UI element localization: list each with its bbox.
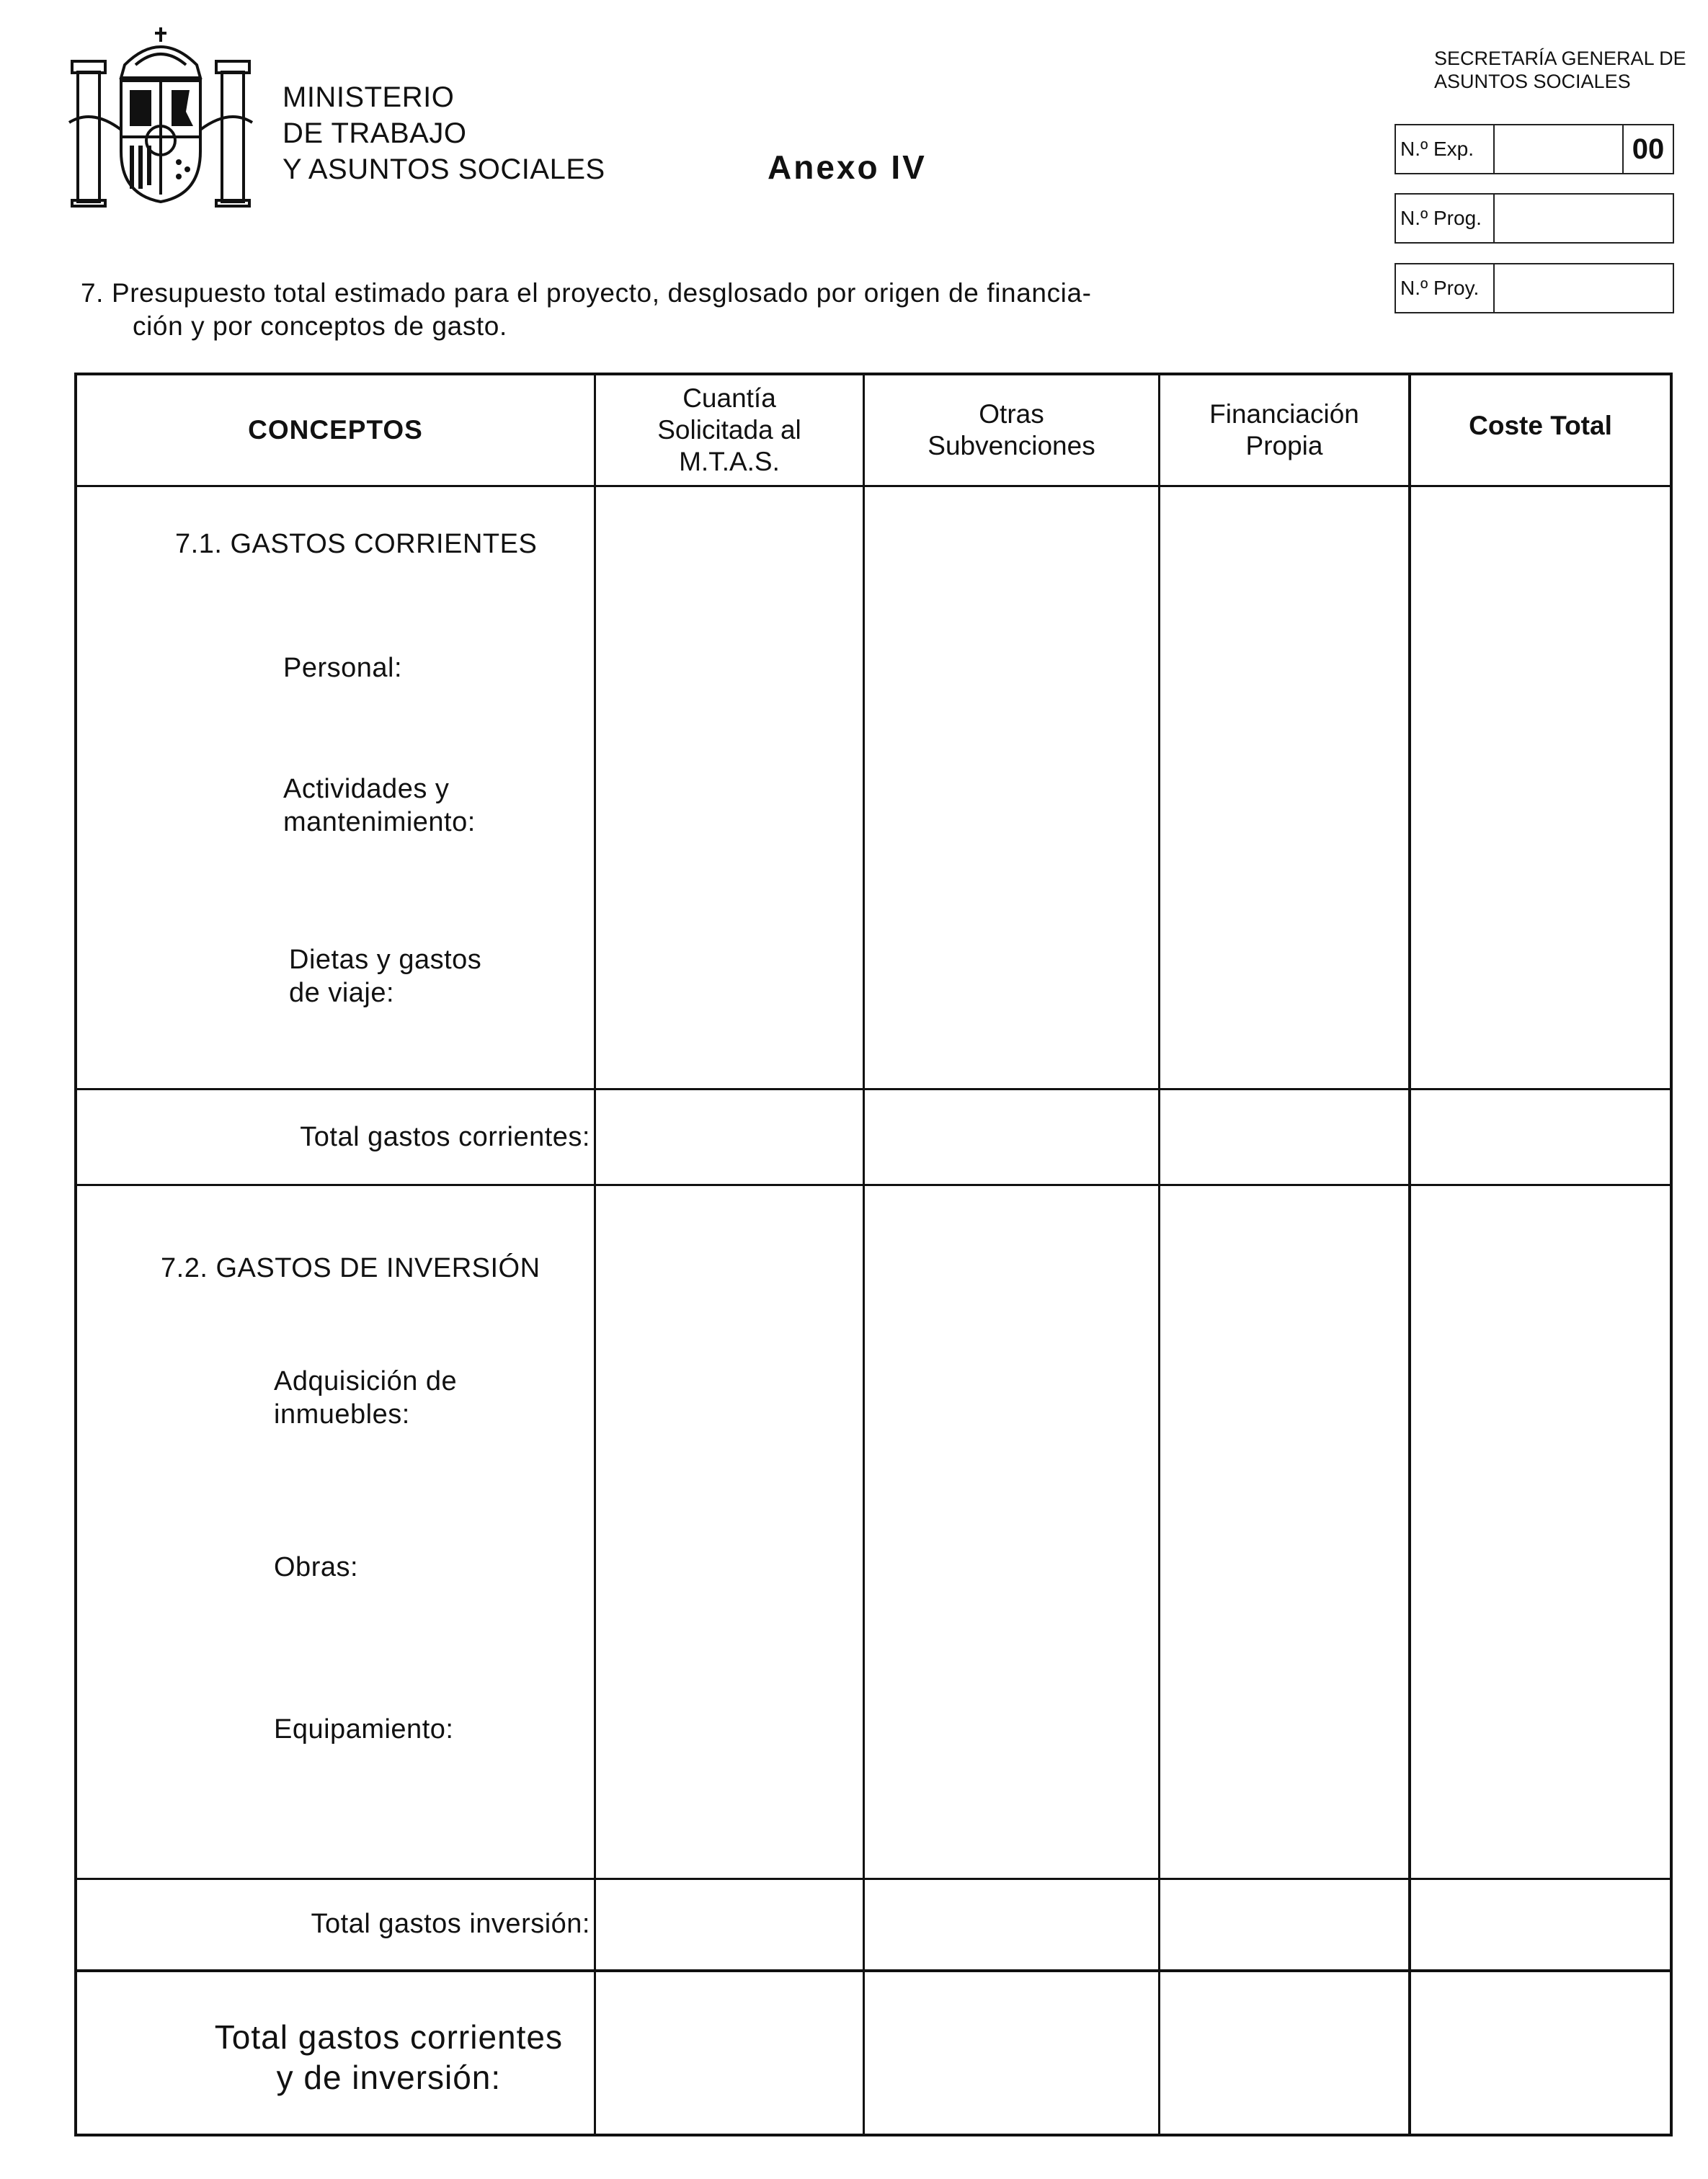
row-divider xyxy=(74,485,1673,487)
item-obras: Obras: xyxy=(274,1552,359,1582)
secretaria-line-1: SECRETARÍA GENERAL DE xyxy=(1434,48,1686,69)
item-adquisicion-line-2: inmuebles: xyxy=(274,1399,410,1430)
section-number: 7. xyxy=(81,278,104,308)
ministry-line-2: DE TRABAJO xyxy=(283,117,467,149)
item-actividades-line-1: Actividades y xyxy=(283,774,450,804)
spanish-coat-of-arms-icon xyxy=(63,22,258,208)
item-equipamiento: Equipamiento: xyxy=(274,1714,454,1744)
item-adquisicion xyxy=(274,1365,457,1431)
row-divider xyxy=(74,1969,1673,1972)
gastos-inversion-heading: 7.2. GASTOS DE INVERSIÓN xyxy=(161,1253,541,1283)
ministry-line-3: Y ASUNTOS SOCIALES xyxy=(283,153,605,185)
row-divider xyxy=(74,1184,1673,1186)
item-actividades xyxy=(283,772,476,839)
column-divider xyxy=(1158,373,1160,2136)
table-border-left xyxy=(74,373,77,2136)
header-propia-line-1: Financiación xyxy=(1209,399,1359,429)
column-divider xyxy=(863,373,865,2136)
grand-total-label xyxy=(215,2017,563,2098)
secretaria-name xyxy=(1434,47,1686,93)
header-cuantia xyxy=(596,375,863,485)
item-dietas-line-1: Dietas y gastos xyxy=(289,945,482,975)
item-personal: Personal: xyxy=(283,653,403,683)
table-border-right xyxy=(1670,373,1673,2136)
expediente-code: 00 xyxy=(1622,125,1673,173)
grand-total-line-1: Total gastos corrientes xyxy=(214,2018,563,2056)
header-otras-line-1: Otras xyxy=(979,399,1044,429)
gastos-corrientes-heading: 7.1. GASTOS CORRIENTES xyxy=(175,529,538,559)
budget-table xyxy=(74,373,1673,2136)
expediente-label: N.º Exp. xyxy=(1396,125,1495,173)
header-propia xyxy=(1160,375,1408,485)
grand-total-line-2: y de inversión: xyxy=(276,2059,502,2096)
header-cuantia-line-3: M.T.A.S. xyxy=(679,447,780,476)
row-divider xyxy=(74,1088,1673,1090)
section-title xyxy=(81,277,1092,343)
column-divider xyxy=(1408,373,1411,2136)
table-border-bottom xyxy=(74,2134,1673,2136)
header-otras xyxy=(865,375,1158,485)
item-adquisicion-line-1: Adquisición de xyxy=(274,1366,458,1396)
item-actividades-line-2: mantenimiento: xyxy=(283,807,476,837)
header-cuantia-line-1: Cuantía xyxy=(682,383,776,413)
item-dietas-line-2: de viaje: xyxy=(289,978,395,1008)
proyecto-number-field[interactable] xyxy=(1395,263,1674,313)
total-gastos-corrientes-label: Total gastos corrientes: xyxy=(300,1122,590,1152)
total-gastos-inversion-label: Total gastos inversión: xyxy=(311,1909,590,1939)
programa-number-field[interactable] xyxy=(1395,193,1674,244)
header-coste-total: Coste Total xyxy=(1469,411,1612,440)
header-propia-line-2: Propia xyxy=(1245,431,1323,460)
programa-label: N.º Prog. xyxy=(1396,195,1495,242)
section-title-line-2: ción y por conceptos de gasto. xyxy=(133,311,507,341)
header-conceptos: CONCEPTOS xyxy=(248,415,423,445)
item-dietas xyxy=(289,943,481,1010)
column-divider xyxy=(594,373,596,2136)
ministry-line-1: MINISTERIO xyxy=(283,81,455,113)
secretaria-line-2: ASUNTOS SOCIALES xyxy=(1434,71,1631,92)
header-cuantia-line-2: Solicitada al xyxy=(657,415,801,445)
row-divider xyxy=(74,1878,1673,1880)
annex-title: Anexo IV xyxy=(768,148,927,186)
section-title-line-1: Presupuesto total estimado para el proyecto, desglosado por origen de financia- xyxy=(111,278,1092,308)
ministry-name xyxy=(283,79,605,187)
header-otras-line-2: Subvenciones xyxy=(928,431,1095,460)
expediente-number-field[interactable] xyxy=(1395,124,1674,174)
proyecto-label: N.º Proy. xyxy=(1396,264,1495,312)
